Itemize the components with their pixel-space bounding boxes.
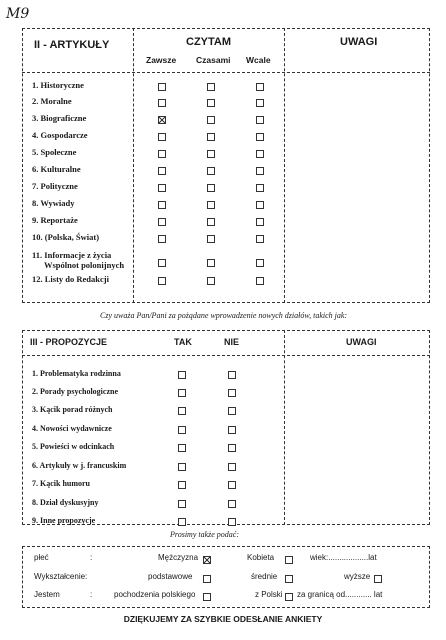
article-item-label: 8. Wywiady [32, 198, 75, 208]
article-checkbox-czasami[interactable] [207, 133, 215, 141]
article-item-label: 12. Listy do Redakcji [32, 274, 109, 284]
section-articles-title: II - ARTYKUŁY [34, 39, 110, 51]
column-zawsze: Zawsze [146, 55, 177, 65]
z-polski-label: z Polski [255, 590, 283, 599]
article-checkbox-zawsze[interactable] [158, 218, 166, 226]
column-czasami: Czasami [196, 55, 231, 65]
thank-you-footer: DZIĘKUJEMY ZA SZYBKIE ODESŁANIE ANKIETY [123, 614, 323, 624]
tak-header: TAK [174, 337, 192, 347]
article-checkbox-zawsze[interactable] [158, 150, 166, 158]
section-proposals-title: III - PROPOZYCJE [30, 337, 108, 347]
czytam-header: CZYTAM [186, 36, 232, 48]
article-checkbox-czasami[interactable] [207, 218, 215, 226]
proposal-item-label: 8. Dział dyskusyjny [32, 498, 99, 507]
article-checkbox-czasami[interactable] [207, 150, 215, 158]
article-checkbox-czasami[interactable] [207, 167, 215, 175]
proposal-item-label: 5. Powieści w odcinkach [32, 442, 115, 451]
article-checkbox-czasami[interactable] [207, 99, 215, 107]
article-item-label: 4. Gospodarcze [32, 130, 88, 140]
article-checkbox-czasami[interactable] [207, 184, 215, 192]
pochodzenia-checkbox[interactable] [203, 593, 211, 601]
article-checkbox-zawsze[interactable] [158, 83, 166, 91]
article-checkbox-zawsze[interactable] [158, 235, 166, 243]
proposal-nie-checkbox[interactable] [228, 407, 236, 415]
z-polski-checkbox[interactable] [285, 593, 293, 601]
article-checkbox-zawsze[interactable] [158, 167, 166, 175]
plec-label: płeć [34, 553, 49, 562]
srednie-label: średnie [251, 572, 278, 581]
article-checkbox-zawsze[interactable] [158, 99, 166, 107]
article-checkbox-wcale[interactable] [256, 133, 264, 141]
srednie-checkbox[interactable] [285, 575, 293, 583]
pochodzenia-label: pochodzenia polskiego [114, 590, 196, 599]
proposal-nie-checkbox[interactable] [228, 481, 236, 489]
please-provide-note: Prosimy także podać: [170, 530, 240, 539]
proposal-tak-checkbox[interactable] [178, 389, 186, 397]
article-checkbox-wcale[interactable] [256, 277, 264, 285]
article-item-label: 6. Kulturalne [32, 164, 81, 174]
proposal-item-label: 1. Problematyka rodzinna [32, 369, 121, 378]
article-checkbox-wcale[interactable] [256, 184, 264, 192]
wiek-field[interactable]: wiek:..................lat [310, 553, 377, 562]
kobieta-checkbox[interactable] [285, 556, 293, 564]
article-checkbox-czasami[interactable] [207, 83, 215, 91]
wyzsze-checkbox[interactable] [374, 575, 382, 583]
kobieta-label: Kobieta [247, 553, 275, 562]
proposal-tak-checkbox[interactable] [178, 407, 186, 415]
corner-mark: M9 [6, 6, 30, 22]
article-checkbox-czasami[interactable] [207, 259, 215, 267]
article-checkbox-czasami[interactable] [207, 235, 215, 243]
jestem-label: Jestem [34, 590, 60, 599]
article-checkbox-wcale[interactable] [256, 218, 264, 226]
article-checkbox-wcale[interactable] [256, 99, 264, 107]
mezczyzna-checkbox[interactable] [203, 556, 211, 564]
proposal-item-label: 3. Kącik porad różnych [32, 405, 113, 414]
column-wcale: Wcale [246, 55, 271, 65]
mezczyzna-label: Mężczyzna [158, 553, 199, 562]
proposal-item-label: 6. Artykuły w j. francuskim [32, 461, 127, 470]
nie-header: NIE [224, 337, 240, 347]
new-sections-question: Czy uważa Pan/Pani za pożądane wprowadzenie nowych działów, takich jak: [100, 311, 348, 320]
proposal-tak-checkbox[interactable] [178, 518, 186, 526]
proposal-nie-checkbox[interactable] [228, 389, 236, 397]
proposal-item-label: 4. Nowości wydawnicze [32, 424, 112, 433]
article-item-label: 5. Społeczne [32, 147, 77, 157]
proposal-nie-checkbox[interactable] [228, 426, 236, 434]
article-checkbox-czasami[interactable] [207, 277, 215, 285]
proposal-tak-checkbox[interactable] [178, 500, 186, 508]
proposal-tak-checkbox[interactable] [178, 371, 186, 379]
article-checkbox-wcale[interactable] [256, 116, 264, 124]
proposal-nie-checkbox[interactable] [228, 463, 236, 471]
podstawowe-label: podstawowe [148, 572, 193, 581]
uwagi-header-2: UWAGI [346, 337, 377, 347]
article-item-label: 9. Reportaże [32, 215, 78, 225]
proposal-item-label: 9. Inne propozycje [32, 516, 96, 525]
proposal-nie-checkbox[interactable] [228, 500, 236, 508]
article-checkbox-zawsze[interactable] [158, 184, 166, 192]
article-checkbox-wcale[interactable] [256, 167, 264, 175]
article-item-label: 11. Informacje z życia [32, 250, 112, 260]
proposal-nie-checkbox[interactable] [228, 518, 236, 526]
proposal-item-label: 2. Porady psychologiczne [32, 387, 118, 396]
article-item-label: 3. Biograficzne [32, 113, 87, 123]
article-item-label: 2. Moralne [32, 96, 72, 106]
article-checkbox-czasami[interactable] [207, 201, 215, 209]
proposal-tak-checkbox[interactable] [178, 481, 186, 489]
wyzsze-label: wyższe [344, 572, 371, 581]
article-checkbox-zawsze[interactable] [158, 277, 166, 285]
jestem-colon: : [90, 590, 93, 599]
article-item-label-line2: Wspólnot polonijnych [44, 260, 125, 270]
article-item-label: 1. Historyczne [32, 80, 84, 90]
article-item-label: 10. (Polska, Świat) [32, 232, 100, 242]
article-checkbox-zawsze[interactable] [158, 201, 166, 209]
proposal-nie-checkbox[interactable] [228, 444, 236, 452]
proposal-nie-checkbox[interactable] [228, 371, 236, 379]
article-checkbox-wcale[interactable] [256, 235, 264, 243]
za-granica-field[interactable]: za granicą od............ lat [297, 590, 383, 599]
proposal-item-label: 7. Kącik humoru [32, 479, 91, 488]
article-checkbox-zawsze[interactable] [158, 133, 166, 141]
proposal-tak-checkbox[interactable] [178, 463, 186, 471]
podstawowe-checkbox[interactable] [203, 575, 211, 583]
uwagi-header: UWAGI [340, 36, 378, 48]
article-checkbox-czasami[interactable] [207, 116, 215, 124]
article-checkbox-zawsze[interactable] [158, 116, 166, 124]
article-checkbox-wcale[interactable] [256, 201, 264, 209]
proposal-tak-checkbox[interactable] [178, 444, 186, 452]
proposal-tak-checkbox[interactable] [178, 426, 186, 434]
article-checkbox-wcale[interactable] [256, 83, 264, 91]
plec-colon: : [90, 553, 93, 562]
article-item-label: 7. Polityczne [32, 181, 78, 191]
article-checkbox-wcale[interactable] [256, 150, 264, 158]
wyksztalcenie-label: Wykształcenie: [34, 572, 88, 581]
article-checkbox-wcale[interactable] [256, 259, 264, 267]
article-checkbox-zawsze[interactable] [158, 259, 166, 267]
